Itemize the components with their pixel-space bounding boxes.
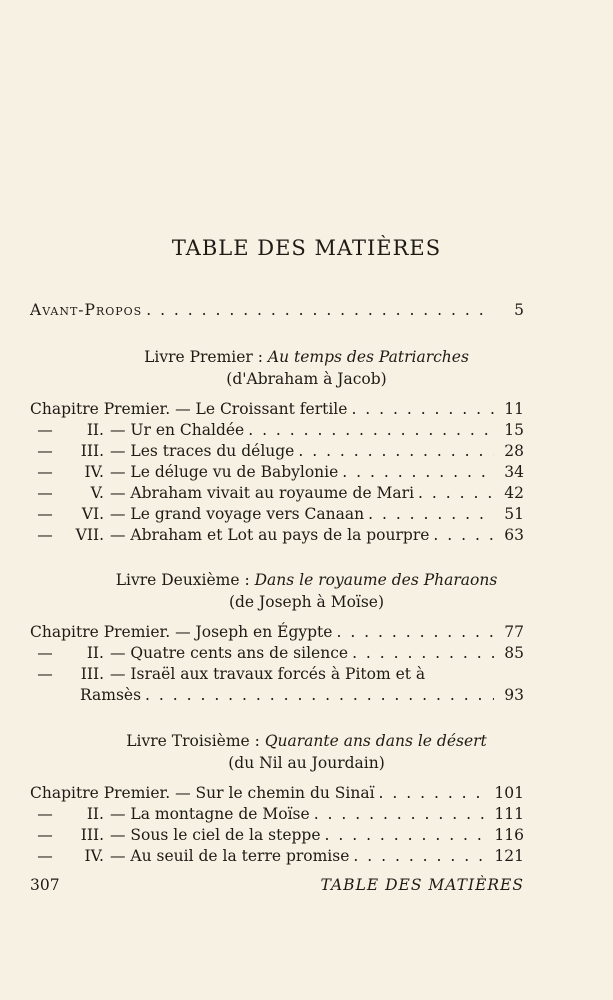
chapter-page: 93 [504,686,524,704]
page-footer [30,876,524,894]
page-title: TABLE DES MATIÈRES [171,236,442,260]
chapter-number: Chapitre Premier. [30,400,171,418]
chapter-title-continued: Ramsès [80,686,142,704]
chapter-number: III. [80,826,104,844]
chapter-number: II. [86,421,104,439]
dot-leader [352,643,494,663]
chapter-page: 111 [494,805,524,823]
book-subtitle: (d'Abraham à Jacob) [226,370,387,388]
toc-entry[interactable] [30,483,524,503]
book-heading [0,347,613,368]
dot-leader [351,399,494,419]
chapter-title: — Abraham vivait au royaume de Mari [110,484,415,502]
book-heading-title: Au temps des Patriarches [267,348,469,366]
chapter-number: III. [80,665,104,683]
chapter-page: 77 [504,623,524,641]
chapter-dash: — [37,421,53,439]
chapter-dash: — [37,805,53,823]
chapter-number: II. [86,644,104,662]
dot-leader [368,504,494,524]
chapter-page: 34 [504,463,524,481]
chapter-title: — Les traces du déluge [110,442,295,460]
dot-leader [379,783,491,803]
chapter-title: — Le Croissant fertile [175,400,348,418]
toc-entry[interactable] [30,804,524,824]
chapter-number: II. [86,805,104,823]
dot-leader [325,825,491,845]
chapter-number: IV. [84,463,104,481]
toc-entry[interactable] [30,420,524,440]
chapter-title: — Quatre cents ans de silence [110,644,349,662]
chapter-page: 116 [494,826,524,844]
toc-entry[interactable] [30,825,524,845]
chapter-page: 28 [504,442,524,460]
dot-leader [342,462,494,482]
page-number: 307 [30,876,60,894]
toc-entry[interactable] [30,685,524,705]
book-heading-title: Quarante ans dans le désert [264,732,487,750]
toc-entry[interactable] [30,462,524,482]
toc-entry-line[interactable] [30,664,524,684]
chapter-title: — Ur en Chaldée [110,421,245,439]
chapter-title: — Au seuil de la terre promise [110,847,350,865]
chapter-number: VI. [81,505,104,523]
chapter-page: 101 [494,784,524,802]
book-subtitle: (du Nil au Jourdain) [228,754,385,772]
chapter-title: — Joseph en Égypte [175,623,333,641]
chapter-number: Chapitre Premier. [30,623,171,641]
dot-leader [353,846,490,866]
chapter-number: V. [90,484,104,502]
chapter-page: 42 [504,484,524,502]
toc-entry-page: 5 [514,301,524,319]
chapter-page: 51 [504,505,524,523]
running-title: TABLE DES MATIÈRES [320,876,524,894]
toc-entry[interactable] [30,525,524,545]
chapter-page: 121 [494,847,524,865]
toc-entry-title: Avant-Propos [30,301,143,319]
chapter-number: Chapitre Premier. [30,784,171,802]
chapter-dash: — [37,644,53,662]
toc-entry[interactable] [30,399,524,419]
toc-entry[interactable] [30,441,524,461]
dot-leader [314,804,491,824]
chapter-page: 85 [504,644,524,662]
dot-leader [248,420,494,440]
book-heading-title: Dans le royaume des Pharaons [254,571,498,589]
chapter-dash: — [37,442,53,460]
chapter-page: 15 [504,421,524,439]
chapter-title: — Israël aux travaux forcés à Pitom et à [110,665,426,683]
chapter-page: 11 [504,400,524,418]
dot-leader [145,685,494,705]
chapter-number: III. [80,442,104,460]
chapter-title: — La montagne de Moïse [110,805,310,823]
chapter-title: — Abraham et Lot au pays de la pourpre [110,526,430,544]
book-heading-prefix: Livre Troisième : [126,732,265,750]
chapter-dash: — [37,484,53,502]
book-subtitle: (de Joseph à Moïse) [228,593,385,611]
toc-entry[interactable] [30,783,524,803]
toc-entry[interactable] [30,504,524,524]
chapter-title: — Sous le ciel de la steppe [110,826,321,844]
toc-entry[interactable] [30,643,524,663]
chapter-dash: — [37,665,53,683]
toc-entry[interactable] [30,622,524,642]
chapter-number: IV. [84,847,104,865]
dot-leader [418,483,494,503]
book-heading [0,731,613,752]
chapter-dash: — [37,526,53,544]
toc-entry[interactable] [30,846,524,866]
chapter-title: — Le déluge vu de Babylonie [110,463,339,481]
chapter-number: VII. [75,526,104,544]
chapter-dash: — [37,826,53,844]
chapter-page: 63 [504,526,524,544]
dot-leader [433,525,494,545]
chapter-dash: — [37,505,53,523]
dot-leader [298,441,494,461]
chapter-dash: — [37,847,53,865]
chapter-title: — Le grand voyage vers Canaan [110,505,365,523]
dot-leader [336,622,494,642]
book-heading-prefix: Livre Deuxième : [115,571,255,589]
dot-leader [146,300,494,320]
toc-entry-avant-propos[interactable] [30,300,524,320]
chapter-dash: — [37,463,53,481]
book-heading [0,570,613,591]
book-heading-prefix: Livre Premier : [144,348,268,366]
chapter-title: — Sur le chemin du Sinaï [175,784,375,802]
